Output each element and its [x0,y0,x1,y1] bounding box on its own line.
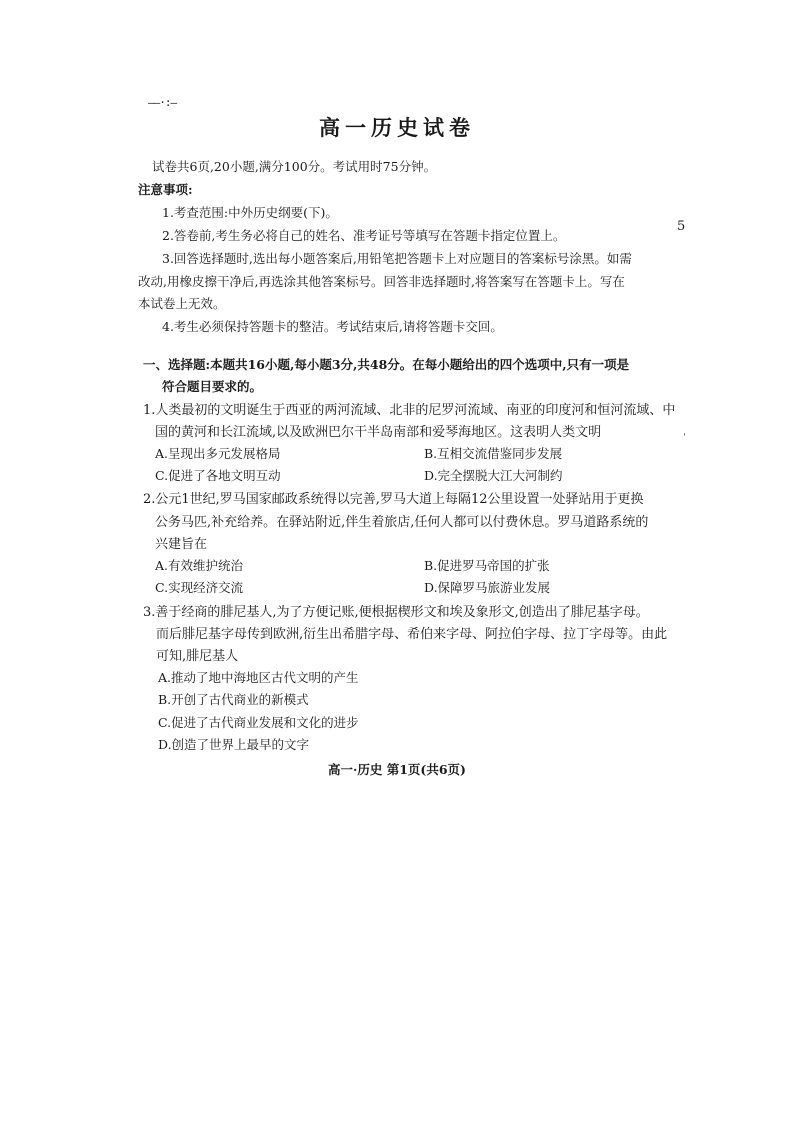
note-line: 2.答卷前,考生务必将自己的姓名、准考证号等填写在答题卡指定位置上。 [162,228,566,243]
note-line: 1.考查范围:中外历史纲要(下)。 [162,205,338,220]
question-2-option-b: B.促进罗马帝国的扩张 [424,558,550,573]
note-line: 3.回答选择题时,选出每小题答案后,用铅笔把答题卡上对应题目的答案标号涂黑。如需 [162,251,632,266]
question-3-line: 可知,腓尼基人 [156,649,239,664]
section-heading: 一、选择题:本题共16小题,每小题3分,共48分。在每小题给出的四个选项中,只有一项是 [143,357,630,372]
notes-heading: 注意事项: [138,182,193,197]
note-line: 改动,用橡皮擦干净后,再选涂其他答案标号。回答非选择题时,将答案写在答题卡上。写在 [138,274,625,289]
corner-mark: ——·:— [148,96,177,109]
question-3-option-c: C.促进了古代商业发展和文化的进步 [158,715,359,730]
question-1-option-d: D.完全摆脱大江大河制约 [424,468,563,483]
scan-mark: ˈ [683,433,686,444]
section-heading-cont: 符合题目要求的。 [162,379,263,394]
question-1-option-b: B.互相交流借鉴同步发展 [424,446,563,461]
question-3-option-d: D.创造了世界上最早的文字 [158,737,310,752]
question-2-option-a: A.有效维护统治 [155,558,244,573]
page-footer: 高一·历史 第1页(共6页) [328,762,466,777]
question-2-line: 兴建旨在 [155,537,208,552]
note-line: 4.考生必须保持答题卡的整洁。考试结束后,请将答题卡交回。 [162,319,503,334]
question-1-option-c: C.促进了各地文明互动 [155,468,281,483]
question-2-option-d: D.保障罗马旅游业发展 [424,580,551,595]
exam-title: 高一历史试卷 [319,115,475,140]
margin-number: 5 [677,219,686,234]
question-1-line: 国的黄河和长江流域,以及欧洲巴尔干半岛南部和爱琴海地区。这表明人类文明 [155,425,602,440]
question-2-line: 2.公元1世纪,罗马国家邮政系统得以完善,罗马大道上每隔12公里设置一处驿站用于更换 [143,492,644,507]
question-3-option-b: B.开创了古代商业的新模式 [158,692,309,707]
note-line: 本试卷上无效。 [138,296,226,311]
question-2-option-c: C.实现经济交流 [155,580,244,595]
exam-intro: 试卷共6页,20小题,满分100分。考试用时75分钟。 [152,159,437,174]
question-1-option-a: A.呈现出多元发展格局 [155,446,281,461]
question-1-line: 1.人类最初的文明诞生于西亚的两河流域、北非的尼罗河流域、南亚的印度河和恒河流域、中 [143,403,676,418]
question-2-line: 公务马匹,补充给养。在驿站附近,伴生着旅店,任何人都可以付费休息。罗马道路系统的 [155,515,649,530]
question-3-option-a: A.推动了地中海地区古代文明的产生 [158,670,359,685]
question-3-line: 3.善于经商的腓尼基人,为了方便记账,便根据楔形文和埃及象形文,创造出了腓尼基字母。 [143,605,649,620]
question-3-line: 而后腓尼基字母传到欧洲,衍生出希腊字母、希伯来字母、阿拉伯字母、拉丁字母等。由此 [156,627,668,642]
